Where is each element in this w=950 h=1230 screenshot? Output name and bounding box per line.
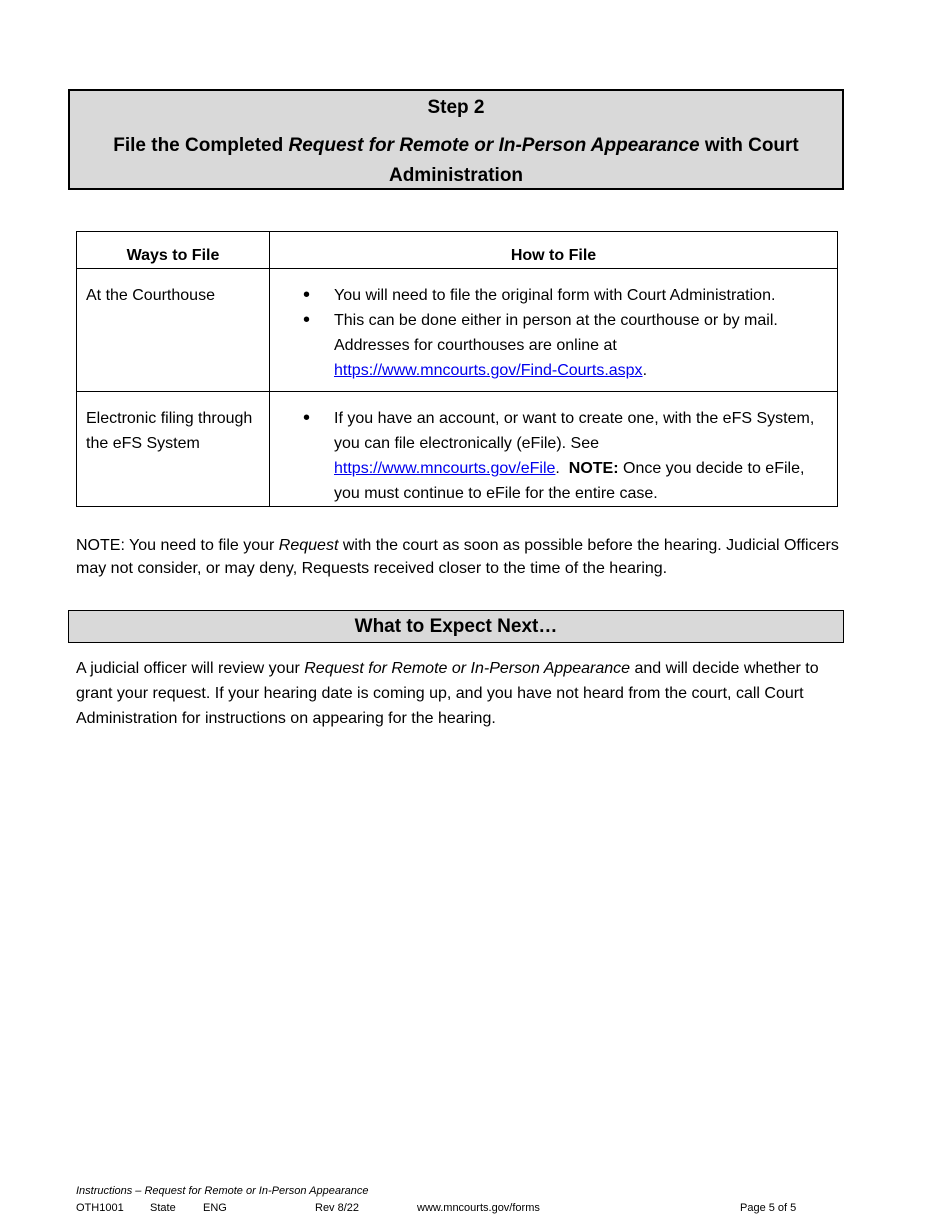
list-item: • You will need to file the original form with Court Administration. — [334, 283, 829, 308]
table-header-row — [77, 232, 838, 269]
way-cell: At the Courthouse — [77, 269, 270, 392]
bullet-punctuation: . — [555, 460, 569, 477]
paragraph-prefix: A judicial officer will review your — [76, 660, 305, 677]
list-item — [334, 406, 829, 506]
footer-website: www.mncourts.gov/forms — [417, 1202, 540, 1214]
paragraph-suffix: and will decide whether to grant your request. If your hearing date is coming up, and you have not heard from the court, call Court Administration for instructions on appearing for the hearing. — [76, 660, 819, 727]
filing-note — [76, 534, 846, 580]
find-courts-link[interactable]: https://www.mncourts.gov/Find-Courts.aspx — [334, 362, 643, 379]
note-suffix: with the court as soon as possible before the hearing. Judicial Officers may not consider, or may deny, Requests received closer to the time of the hearing. — [76, 537, 839, 577]
step-header-box — [68, 89, 844, 190]
footer-title: Instructions – Request for Remote or In-Person Appearance — [76, 1185, 369, 1197]
step-title: Step 2 — [427, 97, 485, 118]
note-italic: Request — [278, 537, 339, 554]
way-cell: Electronic filing through the eFS System — [77, 392, 270, 507]
note-text: Once you decide to eFile, you must continue to eFile for the entire case. — [334, 460, 805, 502]
how-cell — [270, 269, 838, 392]
step-subtitle-form-name: Request for Remote or In-Person Appearance — [288, 135, 700, 156]
footer-revision: Rev 8/22 — [315, 1202, 360, 1214]
note-label: NOTE: — [568, 460, 619, 477]
efile-link[interactable]: https://www.mncourts.gov/eFile — [334, 460, 556, 477]
step-subtitle — [100, 131, 812, 191]
column-header-ways: Ways to File — [77, 232, 270, 269]
footer-form-code: OTH1001 — [76, 1202, 124, 1214]
footer-language: ENG — [203, 1202, 227, 1214]
paragraph-form-name: Request for Remote or In-Person Appearance — [304, 660, 631, 677]
list-item — [334, 308, 829, 383]
table-row — [77, 269, 838, 392]
footer-page-number: Page 5 of 5 — [740, 1202, 797, 1214]
bullet-list — [278, 406, 829, 506]
bullet-punctuation: . — [642, 362, 648, 379]
filing-methods-table — [76, 231, 838, 507]
bullet-text: This can be done either in person at the courthouse or by mail. Addresses for courthouses are online at — [334, 312, 778, 354]
how-cell — [270, 392, 838, 507]
step-subtitle-suffix: with Court Administration — [388, 135, 799, 186]
note-prefix: NOTE: You need to file your — [76, 537, 279, 554]
bullet-list — [278, 283, 829, 383]
table-row — [77, 392, 838, 507]
section-heading: What to Expect Next… — [68, 610, 844, 643]
step-subtitle-prefix: File the Completed — [113, 135, 289, 156]
bullet-text: If you have an account, or want to create one, with the eFS System, you can file electronically (eFile). See — [334, 410, 815, 452]
footer-scope: State — [150, 1202, 176, 1214]
expect-paragraph — [76, 656, 846, 731]
column-header-how: How to File — [270, 232, 838, 269]
